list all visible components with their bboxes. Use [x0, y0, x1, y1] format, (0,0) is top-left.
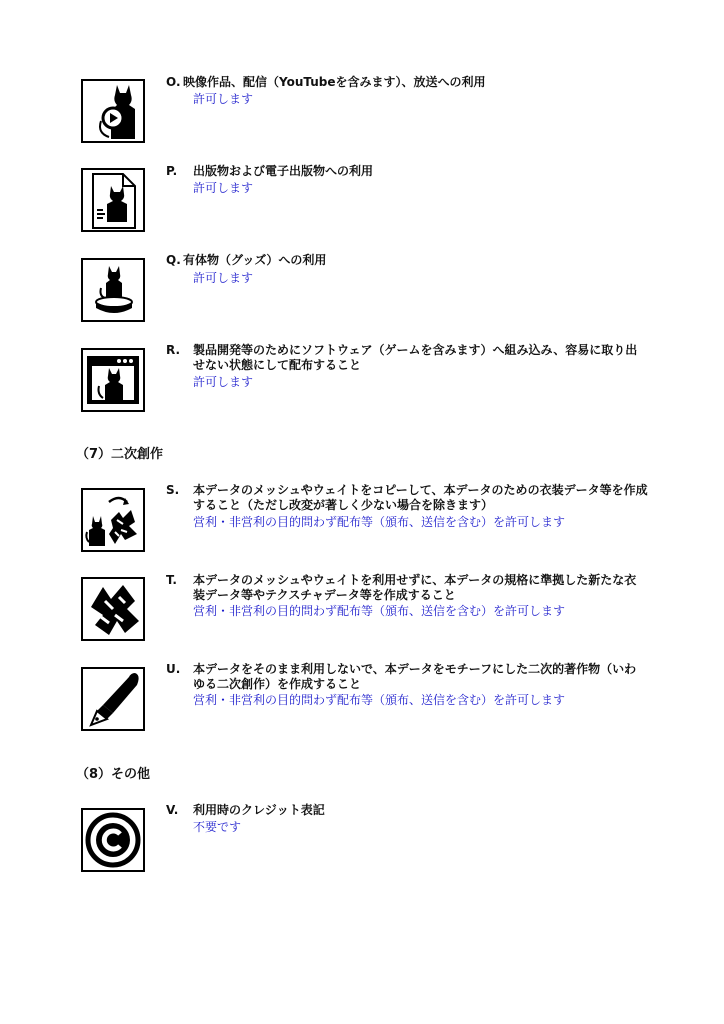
item-title: 利用時のクレジット表記	[193, 803, 325, 817]
publication-cat-icon	[81, 168, 145, 232]
permission-text: 許可します	[193, 92, 254, 106]
software-cat-icon	[81, 348, 145, 412]
item-letter: S.	[166, 483, 180, 497]
item-title: 有体物（グッズ）への利用	[183, 253, 327, 267]
section-heading-derivative: （7）二次創作	[76, 447, 164, 462]
pen-nib-icon	[81, 667, 145, 731]
permission-text: 営利・非営利の目的問わず配布等（頒布、送信を含む）を許可します	[193, 693, 566, 707]
item-letter: P.	[166, 164, 178, 178]
item-title: 出版物および電子出版物への利用	[193, 164, 374, 178]
costume-copy-icon	[81, 488, 145, 552]
item-letter: O.	[166, 75, 181, 89]
permission-text: 不要です	[193, 820, 242, 834]
video-cat-icon	[81, 79, 145, 143]
item-title: 映像作品、配信（YouTubeを含みます）、放送への利用	[183, 75, 486, 89]
copyright-icon	[81, 808, 145, 872]
item-letter: Q.	[166, 253, 181, 267]
costume-new-icon	[81, 577, 145, 641]
item-letter: U.	[166, 662, 181, 676]
item-letter: V.	[166, 803, 179, 817]
item-title: 本データのメッシュやウェイトを利用せずに、本データの規格に準拠した新たな衣装データ等やテクスチャデータ等を作成すること	[193, 573, 637, 602]
item-title: 本データをそのまま利用しないで、本データをモチーフにした二次的著作物（いわゆる二次創作）を作成すること	[193, 662, 637, 691]
permission-text: 許可します	[193, 375, 254, 389]
goods-cat-icon	[81, 258, 145, 322]
item-title: 本データのメッシュやウェイトをコピーして、本データのための衣装データ等を作成すること（ただし改変が著しく少ない場合を除きます）	[193, 483, 648, 512]
permission-text: 許可します	[193, 181, 254, 195]
item-letter: R.	[166, 343, 181, 357]
item-letter: T.	[166, 573, 177, 587]
permission-text: 営利・非営利の目的問わず配布等（頒布、送信を含む）を許可します	[193, 604, 566, 618]
section-heading-other: （8）その他	[76, 767, 151, 782]
permission-text: 営利・非営利の目的問わず配布等（頒布、送信を含む）を許可します	[193, 515, 566, 529]
item-title: 製品開発等のためにソフトウェア（ゲームを含みます）へ組み込み、容易に取り出せない状態にして配布すること	[193, 343, 638, 372]
permission-text: 許可します	[193, 271, 254, 285]
